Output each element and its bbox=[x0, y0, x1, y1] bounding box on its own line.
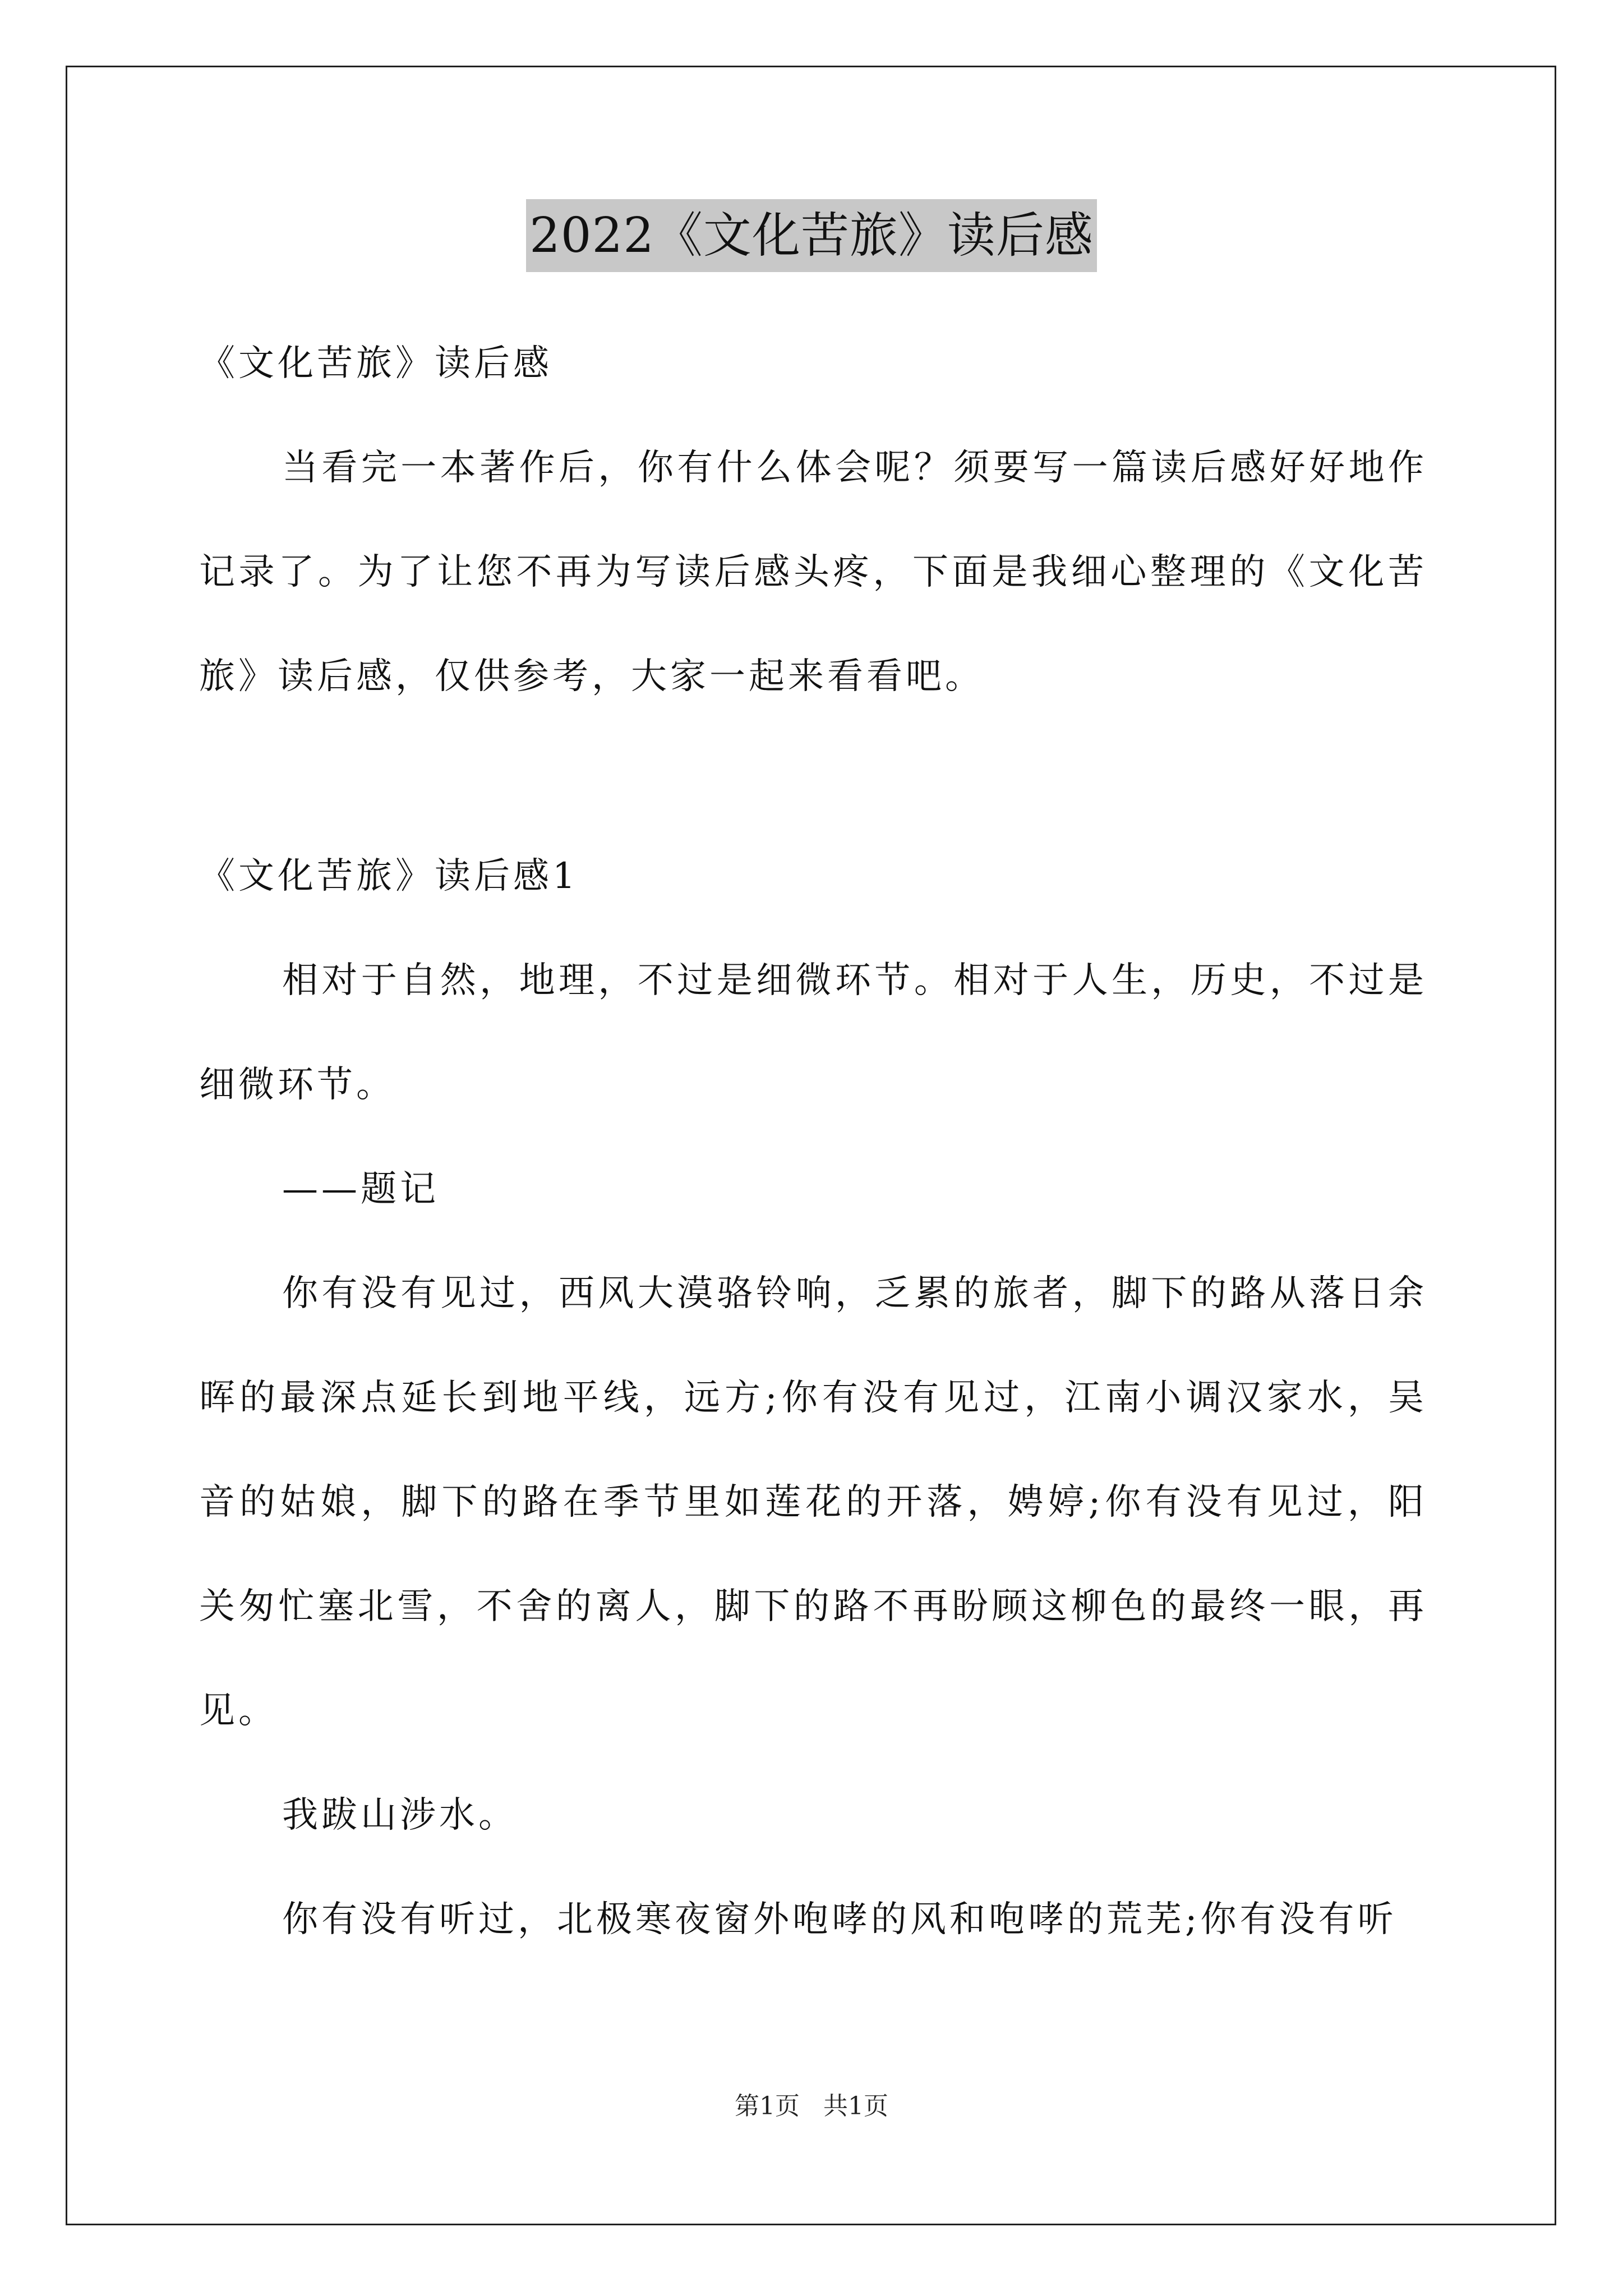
page-footer: 第1页 共1页 bbox=[735, 2092, 888, 2120]
intro-paragraph: 当看完一本著作后，你有什么体会呢？须要写一篇读后感好好地作记录了。为了让您不再为写读后感头疼，下面是我细心整理的《文化苦旅》读后感，仅供参考，大家一起来看看吧。 bbox=[199, 447, 1427, 697]
title-container bbox=[0, 199, 1623, 272]
document-title: 2022《文化苦旅》读后感 bbox=[526, 199, 1097, 272]
body-paragraph: 相对于自然，地理，不过是细微环节。相对于人生，历史，不过是细微环节。 bbox=[199, 960, 1427, 1106]
section-heading: 《文化苦旅》读后感1 bbox=[199, 855, 579, 897]
body-paragraph: 你有没有见过，西风大漠骆铃响，乏累的旅者，脚下的路从落日余晖的最深点延长到地平线，远方;你有没有见过，江南小调汉家水，吴音的姑娘，脚下的路在季节里如莲花的开落，娉婷;你有没有见过，阳关匆忙塞北雪，不舍的离人，脚下的路不再盼顾这柳色的最终一眼，再见。 bbox=[199, 1273, 1427, 1732]
epigraph-attribution: ——题记 bbox=[282, 1168, 439, 1210]
document-body bbox=[199, 311, 1427, 1972]
document-heading: 《文化苦旅》读后感 bbox=[199, 343, 552, 384]
body-paragraph: 我跋山涉水。 bbox=[282, 1795, 518, 1836]
body-paragraph: 你有没有听过，北极寒夜窗外咆哮的风和咆哮的荒芜;你有没有听 bbox=[282, 1899, 1397, 1940]
